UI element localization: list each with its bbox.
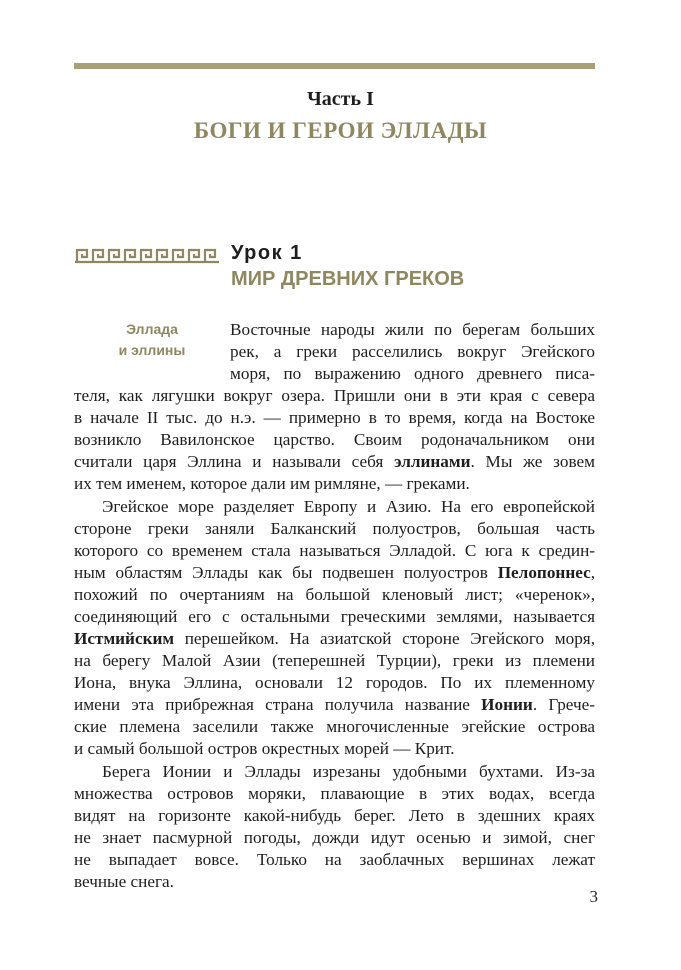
text-run: в начале II тыс. до н.э. — примерно в то время, когда на Востоке bbox=[74, 408, 595, 427]
text-run: вечные снега. bbox=[74, 872, 174, 891]
text-line bbox=[74, 562, 595, 584]
text-run: на берегу Малой Азии (теперешней Турции), греки из племени bbox=[74, 651, 595, 670]
bold-term: Ионии bbox=[481, 695, 533, 714]
text-line bbox=[74, 672, 595, 694]
text-run: Иона, внука Эллина, основали 12 городов. По их племенному bbox=[74, 673, 595, 692]
text-line bbox=[74, 650, 595, 672]
text-line bbox=[74, 496, 595, 518]
text-run: которого со временем стала называться Элладой. С юга к средин- bbox=[74, 541, 595, 560]
text-line bbox=[74, 451, 595, 473]
text-run: соединяющий его с остальными греческими землями, называется bbox=[74, 607, 595, 626]
text-line bbox=[74, 738, 595, 760]
lesson-number: Урок 1 bbox=[231, 242, 303, 264]
text-run: ным областям Эллады как бы подвешен полуостров bbox=[74, 563, 498, 582]
text-line bbox=[74, 584, 595, 606]
bold-term: эллинами bbox=[394, 452, 471, 471]
text-line bbox=[74, 849, 595, 871]
text-run: Берега Ионии и Эллады изрезаны удобными бухтами. Из-за bbox=[102, 762, 595, 781]
margin-note-line: Эллада bbox=[126, 321, 178, 337]
text-run: стороне греки заняли Балканский полуостров, большая часть bbox=[74, 519, 595, 538]
text-run: перешейком. На азиатской стороне Эгейского моря, bbox=[174, 629, 595, 648]
text-run: , bbox=[590, 563, 595, 582]
text-run: имени эта прибрежная страна получила название bbox=[74, 695, 482, 714]
text-line bbox=[74, 606, 595, 628]
text-run: не знает пасмурной погоды, дожди идут осенью и зимой, снег bbox=[74, 828, 595, 847]
text-line bbox=[230, 319, 595, 341]
text-line bbox=[74, 429, 595, 451]
margin-note-line: и эллины bbox=[118, 342, 186, 358]
text-run: видят на горизонте какой-нибудь берег. Лето в здешних краях bbox=[74, 806, 595, 825]
text-run: теля, как лягушки вокруг озера. Пришли они в эти края с севера bbox=[74, 386, 595, 405]
top-rule bbox=[74, 63, 595, 69]
text-line bbox=[74, 827, 595, 849]
text-line bbox=[74, 694, 595, 716]
text-run: рек, а греки расселились вокруг Эгейского bbox=[230, 342, 595, 361]
text-run: считали царя Эллина и называли себя bbox=[74, 452, 395, 471]
text-line bbox=[230, 363, 595, 385]
greek-key-ornament bbox=[74, 247, 220, 265]
text-line bbox=[74, 805, 595, 827]
part-label: Часть I bbox=[307, 88, 374, 110]
text-line bbox=[74, 385, 595, 407]
text-line bbox=[74, 473, 595, 495]
text-run: не выпадает вовсе. Только на заоблачных вершинах лежат bbox=[74, 850, 595, 869]
text-run: и самый большой остров окрестных морей — Крит. bbox=[74, 739, 455, 758]
text-line bbox=[74, 761, 595, 783]
margin-note bbox=[92, 319, 212, 361]
text-run: их тем именем, которое дали им римляне, — греками. bbox=[74, 474, 470, 493]
text-run: ские племена заселили также многочисленные эгейские острова bbox=[74, 717, 595, 736]
text-line bbox=[74, 871, 595, 893]
text-run: возникло Вавилонское царство. Своим родоначальником они bbox=[74, 430, 595, 449]
text-line bbox=[74, 540, 595, 562]
text-run: Эгейское море разделяет Европу и Азию. На его европейской bbox=[102, 497, 595, 516]
text-run: Восточные народы жили по берегам больших bbox=[230, 320, 595, 339]
bold-term: Пелопоннес bbox=[497, 563, 591, 582]
bold-term: Истмийским bbox=[74, 629, 175, 648]
part-title: БОГИ И ГЕРОИ ЭЛЛАДЫ bbox=[193, 118, 488, 143]
text-run: похожий по очертаниям на большой кленовый лист; «черенок», bbox=[74, 585, 595, 604]
text-run: множества островов моряки, плавающие в этих водах, всегда bbox=[74, 784, 595, 803]
text-line bbox=[74, 716, 595, 738]
text-run: моря, по выражению одного древнего писа- bbox=[230, 364, 595, 383]
text-run: . Мы же зовем bbox=[470, 452, 595, 471]
text-line bbox=[230, 341, 595, 363]
text-line bbox=[74, 407, 595, 429]
text-line bbox=[74, 518, 595, 540]
text-line bbox=[74, 783, 595, 805]
text-run: . Грече- bbox=[532, 695, 595, 714]
lesson-title: МИР ДРЕВНИХ ГРЕКОВ bbox=[231, 268, 465, 290]
page-number: 3 bbox=[589, 887, 598, 906]
text-line bbox=[74, 628, 595, 650]
